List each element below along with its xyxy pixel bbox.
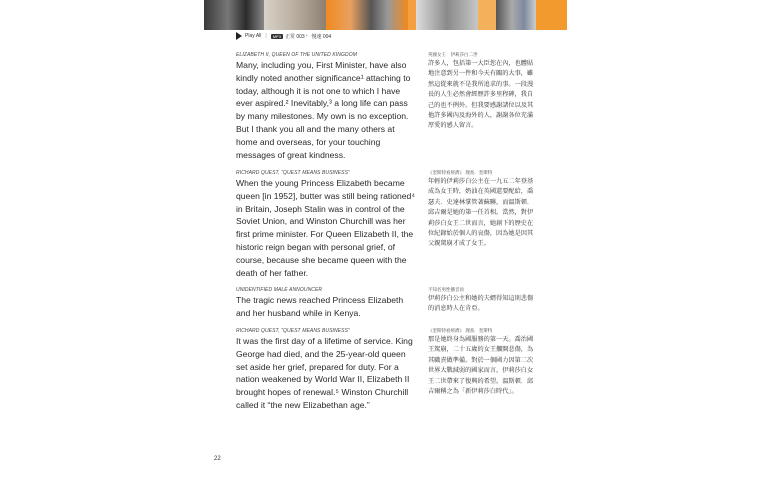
play-all-label[interactable]: Play All bbox=[245, 33, 262, 39]
track-slow-label[interactable]: 慢速 004 bbox=[311, 33, 332, 40]
english-passage bbox=[236, 328, 416, 412]
header-photo bbox=[326, 0, 408, 30]
speaker-name-zh: 英國女王 伊莉莎白二世 bbox=[428, 52, 478, 57]
page-number: 22 bbox=[214, 456, 221, 462]
mp3-badge: MP3 bbox=[272, 33, 281, 39]
speaker-name-zh: 不知名男性播音員 bbox=[428, 287, 464, 292]
audio-play-bar bbox=[236, 31, 332, 41]
passage-text: It was the first day of a lifetime of service. King George had died, and the 25-year-old queen set aside her grief, prepared for duty. For a nation weakened by World War II, Elizabeth II brought hopes of renewal.⁵ Winston Churchill called it “the new Elizabethan age.” bbox=[236, 336, 413, 410]
speaker-name-zh: 《奎斯特看經濟》 理查．奎斯特 bbox=[428, 328, 493, 333]
header-photo-strip bbox=[204, 0, 567, 30]
header-photo bbox=[264, 0, 326, 30]
speaker-name: UNIDENTIFIED MALE ANNOUNCER bbox=[236, 287, 323, 293]
header-photo bbox=[204, 0, 264, 30]
passage-text-zh: 年輕的伊莉莎白公主在一九五二年登基成為女王時，奶油在英國還要配給，喬瑟夫．史達林掌管著蘇聯，而溫斯頓．邱吉爾是她的第一任首相。當然，對伊莉莎白女王二世而言，她創下的歷史在位紀錄始於個人的哀傷，因為她是因其父親駕崩才成了女王。 bbox=[428, 178, 534, 248]
play-icon[interactable] bbox=[236, 32, 242, 40]
chinese-passage bbox=[428, 287, 538, 315]
separator: | bbox=[265, 33, 267, 39]
speaker-name-zh: 《奎斯特看經濟》 理查．奎斯特 bbox=[428, 170, 493, 175]
header-photo bbox=[536, 0, 567, 30]
header-photo bbox=[416, 0, 478, 30]
header-photo bbox=[408, 0, 416, 30]
header-photo bbox=[478, 0, 496, 30]
header-photo bbox=[496, 0, 536, 30]
passage-text: When the young Princess Elizabeth became queen [in 1952], butter was still being rationed⁴ in Britain, Joseph Stalin was in control of the Soviet Union, and Winston Churchill was her first prime minister. For Queen Elizabeth II, the historic reign began with personal grief, of course, because she became queen with the death of her father. bbox=[236, 178, 416, 278]
speaker-name: RICHARD QUEST, “QUEST MEANS BUSINESS” bbox=[236, 328, 350, 334]
chinese-passage bbox=[428, 328, 538, 397]
passage-text: The tragic news reached Princess Elizabeth and her husband while in Kenya. bbox=[236, 295, 404, 318]
passage-text: Many, including you, First Minister, have also kindly noted another significance¹ attaching to today, although it is not one to which I have ever aspired.² Inevitably,³ a long life can pass by many milestones. My own is no exception. But I thank you all and the many others at home and overseas, for your touching messages of great kindness. bbox=[236, 60, 411, 160]
separator: • bbox=[305, 33, 308, 39]
speaker-name: ELIZABETH II, QUEEN OF THE UNITED KINGDOM bbox=[236, 52, 357, 58]
track-normal-label[interactable]: 正常 003 bbox=[284, 33, 305, 40]
chinese-passage bbox=[428, 52, 538, 132]
passage-text-zh: 那是她終身為國服務的第一天。喬治國王駕崩，二十五歲的女王擱開悲傷，為其職責做準備。對於一個國力因第二次世界大戰減弱的國家而言，伊莉莎白女王二世帶來了復興的希望。溫斯頓．邱吉爾稱之為「新伊莉莎白時代」。 bbox=[428, 336, 534, 396]
english-passage bbox=[236, 170, 416, 279]
english-passage bbox=[236, 287, 416, 320]
speaker-name: RICHARD QUEST, “QUEST MEANS BUSINESS” bbox=[236, 170, 350, 176]
chinese-passage bbox=[428, 170, 538, 250]
passage-text-zh: 伊莉莎白公主和她的夫婿得知這則悲傷的消息時人在肯亞。 bbox=[428, 295, 534, 313]
english-passage bbox=[236, 52, 416, 161]
passage-text-zh: 許多人，包括第一大臣您在內，也體貼地注意到另一件和今天有關的大事，雖然這從來就不是我所追求的事。一段漫長的人生必然會經歷許多里程碑，我自己的也不例外。但我要感謝諸位以及其他許多國內及海外的人，謝謝各位充滿厚愛的感人留言。 bbox=[428, 60, 534, 130]
